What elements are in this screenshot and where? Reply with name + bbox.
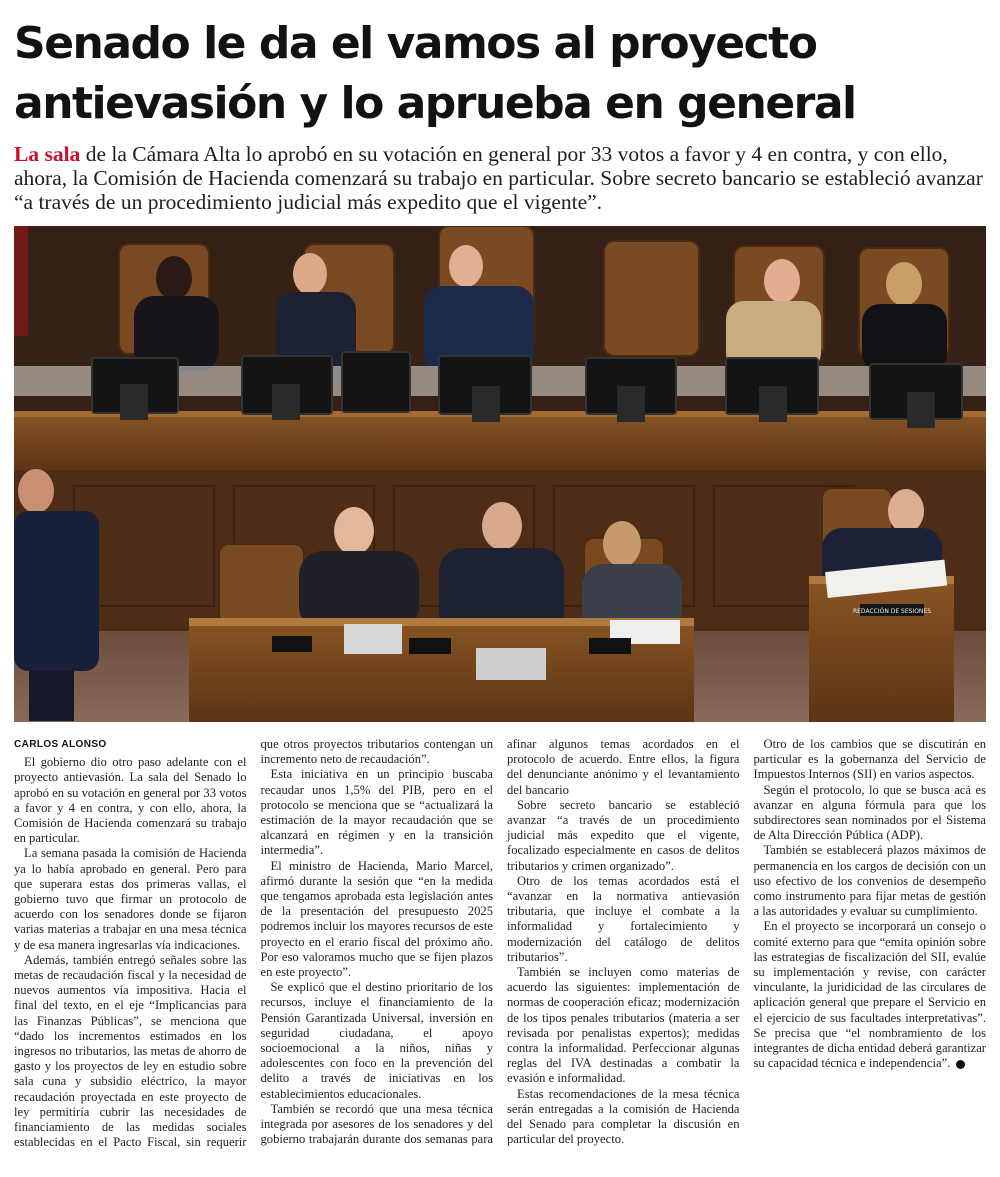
body-paragraph: Además, también entregó señales sobre las metas de recaudación fiscal y la necesidad de nuevos aumentos vía impositiva. Hacia el final del texto, en el eje “Implicancias para las Finanzas Públicas”, se menciona que “dado los incrementos estimados en los ingresos no tributarios, las metas de ahorro de gasto y los proyectos de ley en estudio sobre sala cuna y subsidio eléctrico, la mayor recaudación proyectada en este proyecto de ley permitiría cubrir las necesidades de financiamiento de las medidas sociales establecidas en el Pacto Fiscal, sin requerir que otros proyectos tributarios contengan un incremento neto de recaudación”. xyxy=(14,737,493,1150)
body-paragraph: También se incluyen como materias de acuerdo las siguientes: implementación de normas de cooperación eficaz; modernización de los tipos penales tributarios (materia a ser revisada por penalistas expertos); medidas contra la informalidad. Perfeccionar algunas reglas del IVA destinadas a combatir la evasión e informalidad. xyxy=(507,965,740,1086)
headline-line-1: Senado le da el vamos al proyecto xyxy=(14,18,817,69)
body-paragraph: También se recordó que una mesa técnica integrada por asesores de los senadores y del gobierno trabajarán durante dos semanas para afinar algunos temas acordados en el protocolo de acuerdo. Entre ellos, la figura del denunciante anónimo y el levantamiento del bancario xyxy=(260,737,740,1147)
article-headline xyxy=(14,14,989,134)
end-of-article-icon xyxy=(956,1060,965,1069)
body-paragraph: El ministro de Hacienda, Mario Marcel, afirmó durante la sesión que “en la medida que tengamos aprobada esta legislación antes de la presentación del presupuesto 2025 podremos incluir los mayores recursos de este proyecto en el erario fiscal del próximo año. Por eso valoramos mucho que se fijen plazos en este proyecto”. xyxy=(260,858,493,980)
headline-line-2: antievasión y lo aprueba en general xyxy=(14,78,856,129)
body-paragraph: Estas recomendaciones de la mesa técnica serán entregadas a la comisión de Hacienda del Senado para completar la discusión en particular del proyecto. xyxy=(507,1086,740,1147)
body-paragraph: Sobre secreto bancario se estableció avanzar “a través de un procedimiento judicial más expedito que el vigente, focalizado especialmente en casos de delitos tributarios y crimen organizado”. xyxy=(507,797,740,873)
body-paragraph-text: En el proyecto se incorporará un consejo o comité externo para que “emita opinión sobre las estrategias de fiscalización del SII, evalúe su implementación y revise, con carácter vinculante, la juridicidad de las circulares de aplicación general que prepare el Servicio en el ejercicio de sus facultades interpretativas”. Se precisa que “el nombramiento de los integrantes de dicha entidad deberá garantizar su capacidad técnica e independencia”. xyxy=(753,919,986,1071)
body-paragraph-last xyxy=(754,919,987,1071)
lede-text: de la Cámara Alta lo aprobó en su votación en general por 33 votos a favor y 4 en contra, y con ello, ahora, la Comisión de Hacienda comenzará su trabajo en particular. Sobre secreto bancario se estableció avanzar “a través de un procedimiento judicial más expedito que el vigente”. xyxy=(14,142,983,214)
body-paragraph: Según el protocolo, lo que se busca acá es avanzar en alguna fórmula para que los subdirectores sean nominados por el Sistema de Alta Dirección Pública (ADP). xyxy=(753,782,986,843)
byline: CARLOS ALONSO xyxy=(14,739,107,750)
body-paragraph: La semana pasada la comisión de Hacienda ya lo había aprobado en general. Pero para que superara estas dos primeras vallas, el gobierno tuvo que firmar un protocolo de acuerdo con los senadores donde se fijaron varias materias a trabajar en una mesa técnica y de esa manera ingresarlas vía indicaciones. xyxy=(14,846,247,952)
body-paragraph: También se establecerá plazos máximos de permanencia en los cargos de decisión con un uso efectivo de los convenios de desempeño como instrumento para fijar metas de gestión a las autoridades y evaluar su cumplimiento. xyxy=(753,843,986,919)
lede-kicker: La sala xyxy=(14,142,81,166)
lectern-plaque: REDACCIÓN DE SESIONES xyxy=(852,608,932,615)
senate-session-photo xyxy=(14,226,986,722)
body-paragraph: El gobierno dio otro paso adelante con el proyecto antievasión. La sala del Senado lo aprobó en su votación en general por 33 votos a favor y 4 en contra, y con ello, ahora, la Comisión de Hacienda comenzará su trabajo en particular. xyxy=(14,755,247,846)
body-paragraph: Otro de los cambios que se discutirán en particular es la gobernanza del Servicio de Impuestos Internos (SII) en varios aspectos. xyxy=(753,737,986,782)
body-paragraph: Otro de los temas acordados está el “avanzar en la normativa antievasión tributaria, que incluye el combate a la informalidad y fortalecimiento y modernización del catálogo de delitos tributarios”. xyxy=(507,873,740,964)
article-body xyxy=(14,737,986,1162)
body-paragraph: Se explicó que el destino prioritario de los recursos, incluye el financiamiento de la Pensión Garantizada Universal, inversión en seguridad ciudadana, el apoyo socioemocional a la niños, niñas y adolescentes con foco en la prevención del delito a través de iniciativas en los establecimientos educacionales. xyxy=(260,980,493,1101)
body-paragraph: Esta iniciativa en un principio buscaba recaudar unos 1,5% del PIB, pero en el protocolo se menciona que se “actualizará la estimación de la mayor recaudación que se alcanzará en régimen y en la transición intermedia”. xyxy=(260,767,493,858)
article-lede xyxy=(14,142,990,214)
